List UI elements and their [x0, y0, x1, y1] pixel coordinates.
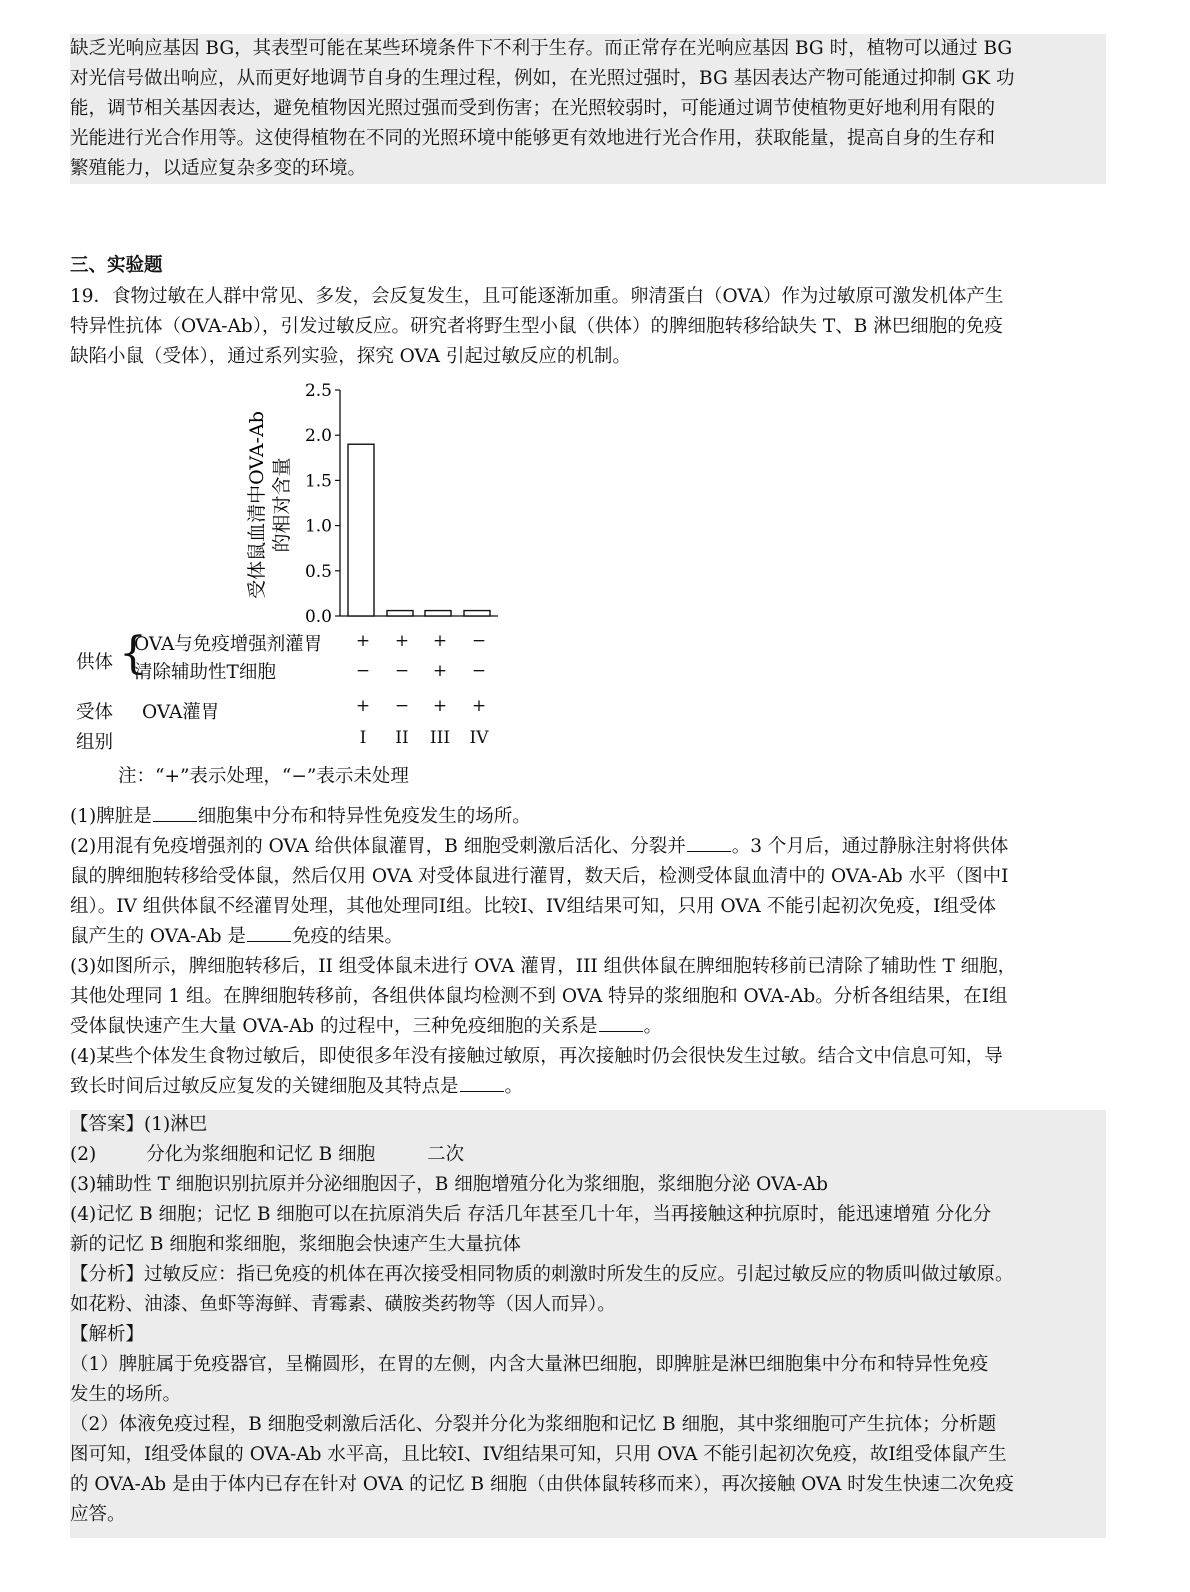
bar-chart	[70, 380, 530, 630]
answer-line-2: (2) 分化为浆细胞和记忆 B 细胞 二次	[70, 1144, 465, 1165]
mark-r1-II: +	[394, 631, 410, 651]
y-axis-label-line2: 的相对含量	[271, 457, 293, 553]
q2-line4: 鼠产生的 OVA-Ab 是 免疫的结果。	[70, 922, 1106, 952]
intro-paragraph	[70, 34, 1106, 184]
q3-line3: 受体鼠快速产生大量 OVA-Ab 的过程中，三种免疫细胞的关系是 。	[70, 1012, 1106, 1042]
intro-line: 对光信号做出响应，从而更好地调节自身的生理过程，例如，在光照过强时，BG 基因表达产物可能通过抑制 GK 功	[70, 68, 1015, 89]
question-line: 19．食物过敏在人群中常见、多发，会反复发生，且可能逐渐加重。卵清蛋白（OVA）作为过敏原可激发机体产生	[70, 286, 1004, 307]
mark-r1-III: +	[432, 631, 448, 651]
donor-row-2-label: 清除辅助性T细胞	[134, 662, 276, 683]
bars	[348, 444, 490, 616]
answer-blank	[247, 923, 291, 942]
answer-line-1: 【答案】(1)淋巴	[70, 1114, 208, 1135]
q2-line1: (2)用混有免疫增强剂的 OVA 给供体鼠灌胃，B 细胞受刺激后活化、分裂并 。3 个月后，通过静脉注射将供体	[70, 832, 1106, 862]
bar-IV	[464, 611, 490, 616]
q4-line2: 致长时间后过敏反应复发的关键细胞及其特点是 。	[70, 1072, 1106, 1102]
q3-line1: (3)如图所示，脾细胞转移后，II 组受体鼠未进行 OVA 灌胃，III 组供体鼠在脾细胞转移前已清除了辅助性 T 细胞，	[70, 956, 1017, 977]
answer-block	[70, 1110, 1106, 1538]
explain-2-line-2: 图可知，I组受体鼠的 OVA-Ab 水平高，且比较I、IV组结果可知，只用 OVA 不能引起初次免疫，故I组受体鼠产生	[70, 1444, 1007, 1465]
analysis-line-2: 如花粉、油漆、鱼虾等海鲜、青霉素、磺胺类药物等（因人而异）。	[70, 1294, 616, 1315]
answer-blank	[460, 1073, 504, 1092]
donor-row-1-label: OVA与免疫增强剂灌胃	[134, 634, 323, 655]
mark-r2-IV: −	[471, 661, 487, 681]
question-line: 缺陷小鼠（受体），通过系列实验，探究 OVA 引起过敏反应的机制。	[70, 346, 631, 367]
q2-line2: 鼠的脾细胞转移给受体鼠，然后仅用 OVA 对受体鼠进行灌胃，数天后，检测受体鼠血清中的 OVA-Ab 水平（图中I	[70, 866, 1009, 887]
analysis-line-1: 【分析】过敏反应：指已免疫的机体在再次接受相同物质的刺激时所发生的反应。引起过敏反应的物质叫做过敏原。	[70, 1264, 1014, 1285]
answer-blank	[687, 833, 731, 852]
mark-r3-I: +	[355, 696, 371, 716]
mark-r2-I: −	[355, 661, 371, 681]
y-axis-label	[246, 411, 293, 599]
mark-r1-IV: −	[471, 631, 487, 651]
q3-line2: 其他处理同 1 组。在脾细胞转移前，各组供体鼠均检测不到 OVA 特异的浆细胞和 OVA-Ab。分析各组结果，在I组	[70, 986, 1008, 1007]
y-tick-label: 0.5	[304, 561, 332, 582]
group-III: III	[429, 728, 451, 748]
answer-line-4: (4)记忆 B 细胞；记忆 B 细胞可以在抗原消失后 存活几年甚至几十年，当再接触这种抗原时，能迅速增殖 分化分	[70, 1204, 992, 1225]
y-tick-label: 0.0	[304, 607, 332, 627]
donor-brace: {	[119, 628, 147, 679]
bar-II	[387, 611, 413, 616]
explain-label: 【解析】	[70, 1324, 145, 1345]
donor-label: 供体	[76, 652, 114, 673]
explain-2-line-3: 的 OVA-Ab 是由于体内已存在针对 OVA 的记忆 B 细胞（由供体鼠转移而来），再次接触 OVA 时发生快速二次免疫	[70, 1474, 1014, 1495]
answer-line-3: (3)辅助性 T 细胞识别抗原并分泌细胞因子，B 细胞增殖分化为浆细胞，浆细胞分泌 OVA-Ab	[70, 1174, 828, 1195]
chart-note: 注：“+”表示处理，“−”表示未处理	[118, 766, 409, 787]
group-IV: IV	[469, 728, 489, 748]
intro-line: 光能进行光合作用等。这使得植物在不同的光照环境中能够更有效地进行光合作用，获取能量，提高自身的生存和	[70, 128, 996, 149]
q4-line1: (4)某些个体发生食物过敏后，即使很多年没有接触过敏原，再次接触时仍会很快发生过敏。结合文中信息可知，导	[70, 1046, 1003, 1067]
mark-r3-IV: +	[471, 696, 487, 716]
y-tick-label: 1.0	[304, 516, 332, 537]
mark-r2-III: +	[432, 661, 448, 681]
section-title: 三、实验题	[70, 255, 163, 276]
recipient-label: 受体	[76, 702, 114, 723]
q2-line3: 组）。IV 组供体鼠不经灌胃处理，其他处理同I组。比较I、IV组结果可知，只用 OVA 不能引起初次免疫，I组受体	[70, 896, 996, 917]
y-axis-ticks	[305, 381, 340, 627]
group-label: 组别	[76, 732, 114, 753]
q1: (1)脾脏是 细胞集中分布和特异性免疫发生的场所。	[70, 802, 1106, 832]
group-II: II	[395, 728, 409, 748]
intro-line: 繁殖能力，以适应复杂多变的环境。	[70, 158, 367, 179]
answer-line-5: 新的记忆 B 细胞和浆细胞，浆细胞会快速产生大量抗体	[70, 1234, 521, 1255]
answer-blank	[599, 1013, 643, 1032]
mark-r3-II: −	[394, 696, 410, 716]
question-stem	[70, 282, 1106, 372]
question-line: 特异性抗体（OVA-Ab），引发过敏反应。研究者将野生型小鼠（供体）的脾细胞转移给缺失 T、B 淋巴细胞的免疫	[70, 316, 1003, 337]
mark-r3-III: +	[432, 696, 448, 716]
y-tick-label: 2.0	[304, 426, 332, 447]
explain-1-line-1: （1）脾脏属于免疫器官，呈椭圆形，在胃的左侧，内含大量淋巴细胞，即脾脏是淋巴细胞集中分布和特异性免疫	[70, 1354, 989, 1375]
mark-r1-I: +	[355, 631, 371, 651]
explain-2-line-1: （2）体液免疫过程，B 细胞受刺激后活化、分裂并分化为浆细胞和记忆 B 细胞，其中浆细胞可产生抗体；分析题	[70, 1414, 997, 1435]
group-I: I	[359, 728, 367, 748]
explain-1-line-2: 发生的场所。	[70, 1384, 182, 1405]
intro-line: 缺乏光响应基因 BG，其表型可能在某些环境条件下不利于生存。而正常存在光响应基因 BG 时，植物可以通过 BG	[70, 38, 1013, 59]
y-tick-label: 1.5	[304, 471, 332, 492]
mark-r2-II: −	[394, 661, 410, 681]
explain-2-line-4: 应答。	[70, 1504, 126, 1525]
y-axis-label-line1: 受体鼠血清中OVA-Ab	[246, 411, 268, 599]
treatment-table	[76, 628, 516, 758]
recipient-row-label: OVA灌胃	[142, 702, 220, 723]
y-tick-label: 2.5	[304, 381, 332, 401]
bar-I	[348, 444, 374, 616]
subquestions	[70, 802, 1106, 1102]
answer-blank	[153, 803, 197, 822]
intro-line: 能，调节相关基因表达，避免植物因光照过强而受到伤害；在光照较弱时，可能通过调节使植物更好地利用有限的	[70, 98, 996, 119]
bar-III	[425, 611, 451, 616]
